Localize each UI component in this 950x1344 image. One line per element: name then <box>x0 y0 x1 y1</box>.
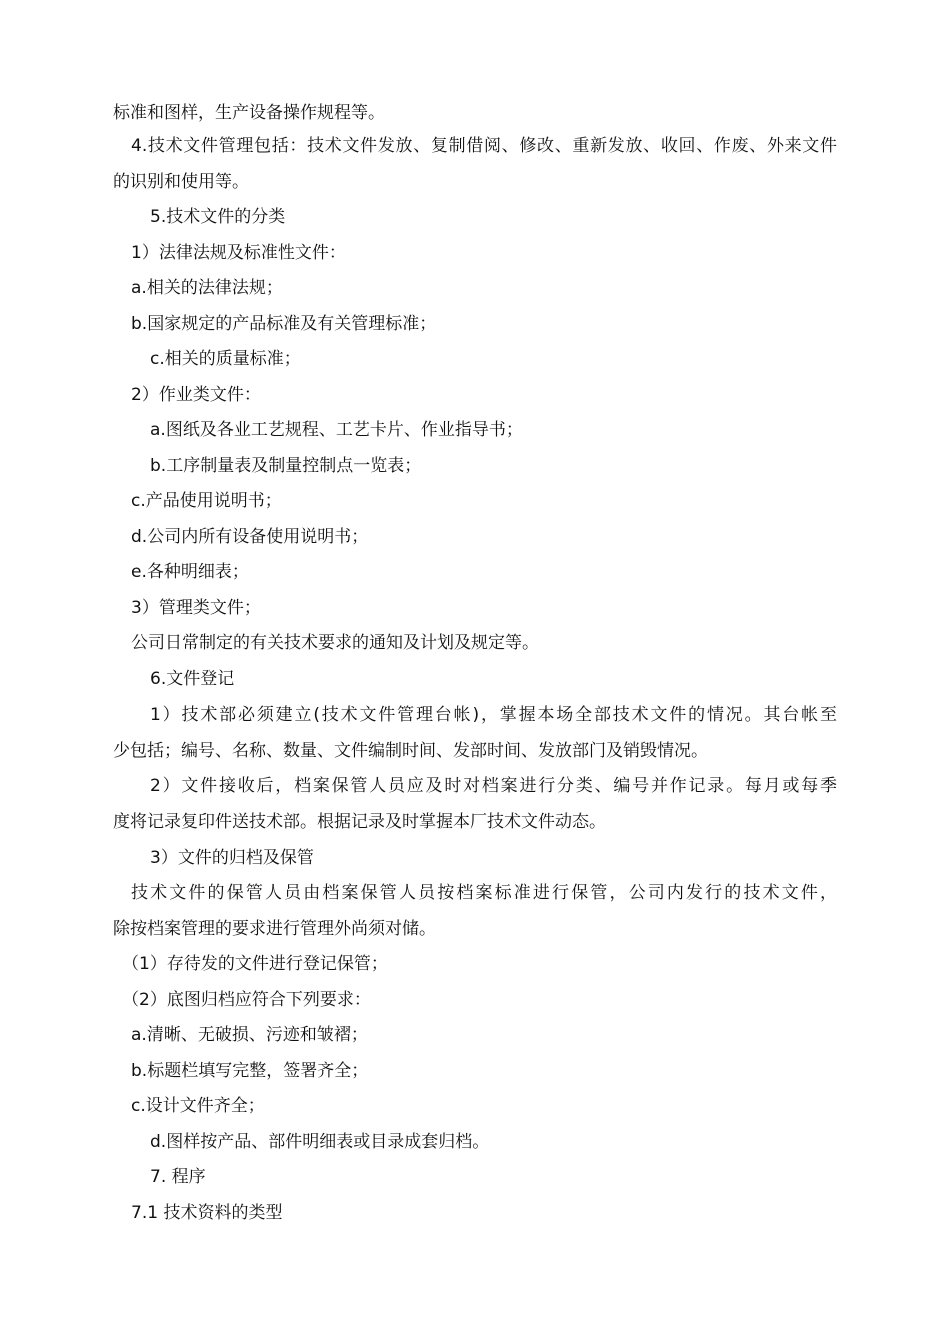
text-line: 少包括；编号、名称、数量、文件编制时间、发部时间、发放部门及销毁情况。 <box>113 741 708 761</box>
section-heading: 5.技术文件的分类 <box>150 207 286 227</box>
text-line: c.产品使用说明书； <box>131 491 282 511</box>
section-heading: 7. 程序 <box>150 1167 206 1187</box>
text-line: 1）法律法规及标准性文件： <box>131 243 346 263</box>
text-line: d.图样按产品、部件明细表或目录成套归档。 <box>150 1132 490 1152</box>
text-line: b.国家规定的产品标准及有关管理标准； <box>131 314 437 334</box>
text-line: 2）文件接收后，档案保管人员应及时对档案进行分类、编号并作记录。每月或每季 <box>150 776 837 796</box>
section-heading: 7.1 技术资料的类型 <box>131 1203 283 1223</box>
text-line: 2）作业类文件： <box>131 385 261 405</box>
text-line: d.公司内所有设备使用说明书； <box>131 527 369 547</box>
section-heading: 6.文件登记 <box>150 669 235 689</box>
text-line: 3）管理类文件； <box>131 598 261 618</box>
text-line: 3）文件的归档及保管 <box>150 848 314 868</box>
text-line: 除按档案管理的要求进行管理外尚须对储。 <box>113 919 436 939</box>
text-line: 公司日常制定的有关技术要求的通知及计划及规定等。 <box>131 633 539 653</box>
text-line: 标准和图样，生产设备操作规程等。 <box>113 103 385 123</box>
text-line: （2）底图归档应符合下列要求： <box>122 990 371 1010</box>
text-line: c.相关的质量标准； <box>150 349 301 369</box>
text-line: b.工序制量表及制量控制点一览表； <box>150 456 422 476</box>
text-line: 4.技术文件管理包括：技术文件发放、复制借阅、修改、重新发放、收回、作废、外来文件 <box>131 136 837 156</box>
text-line: e.各种明细表； <box>131 562 249 582</box>
text-line: 度将记录复印件送技术部。根据记录及时掌握本厂技术文件动态。 <box>113 812 606 832</box>
text-line: a.清晰、无破损、污迹和皱褶； <box>131 1025 368 1045</box>
text-line: a.图纸及各业工艺规程、工艺卡片、作业指导书； <box>150 420 523 440</box>
text-line: （1）存待发的文件进行登记保管； <box>122 954 388 974</box>
text-line: a.相关的法律法规； <box>131 278 283 298</box>
text-line: b.标题栏填写完整，签署齐全； <box>131 1061 369 1081</box>
text-line: c.设计文件齐全； <box>131 1096 265 1116</box>
text-line: 的识别和使用等。 <box>113 172 249 192</box>
text-line: 技术文件的保管人员由档案保管人员按档案标准进行保管，公司内发行的技术文件， <box>131 883 837 903</box>
text-line: 1）技术部必须建立(技术文件管理台帐)，掌握本场全部技术文件的情况。其台帐至 <box>150 705 837 725</box>
